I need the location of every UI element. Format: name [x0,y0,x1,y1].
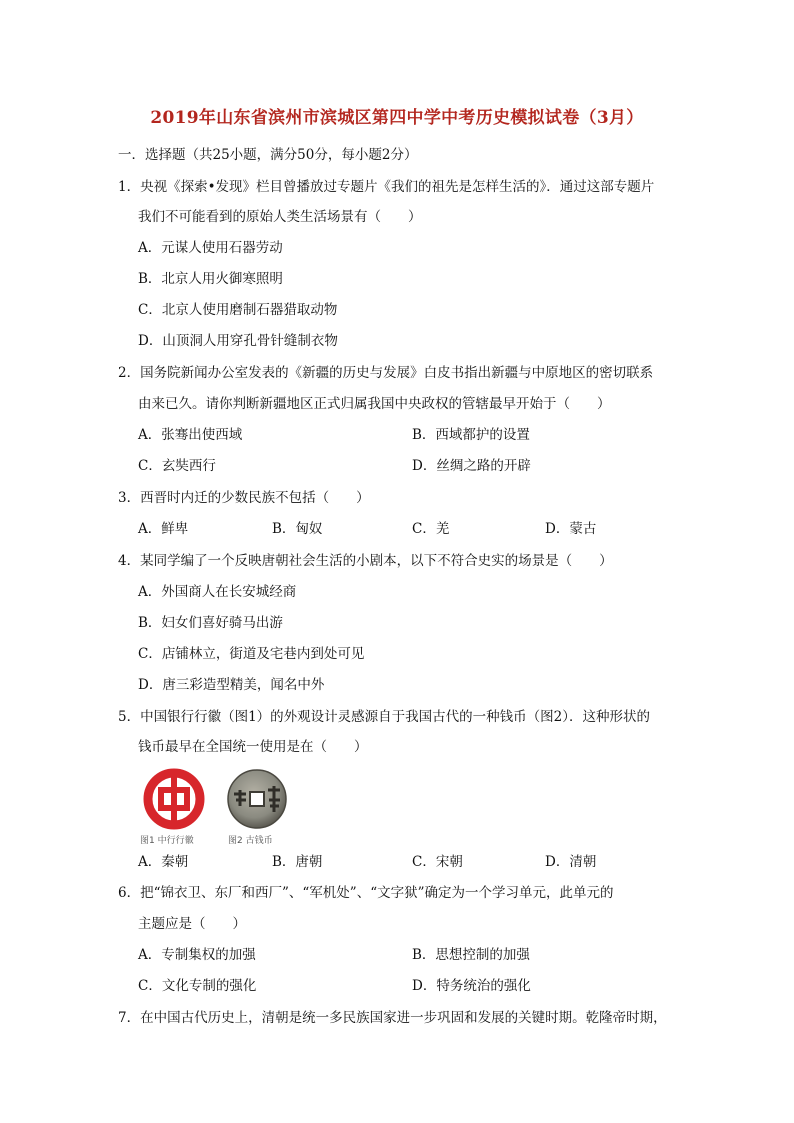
question-1-line-2: 我们不可能看到的原始人类生活场景有（ ） [138,209,422,225]
question-2-option-b: B．西域都护的设置 [412,427,530,443]
question-5-option-a: A．秦朝 [138,854,189,870]
question-6-option-d: D．特务统治的强化 [412,978,531,994]
question-3-option-b: B．匈奴 [272,521,323,537]
question-4-option-d: D．唐三彩造型精美，闻名中外 [138,677,325,693]
bank-of-china-logo-icon [142,767,206,831]
question-2-line-1: 2．国务院新闻办公室发表的《新疆的历史与发展》白皮书指出新疆与中原地区的密切联系 [118,365,654,381]
question-7-line-1: 7．在中国古代历史上，清朝是统一多民族国家进一步巩固和发展的关键时期。乾隆帝时期， [118,1010,667,1026]
question-4-option-c: C．店铺林立，街道及宅巷内到处可见 [138,646,365,662]
page-title: 2019年山东省滨州市滨城区第四中学中考历史模拟试卷（3月） [150,108,644,128]
question-4-line-1: 4．某同学编了一个反映唐朝社会生活的小剧本，以下不符合史实的场景是（ ） [118,553,613,569]
question-1-option-d: D．山顶洞人用穿孔骨针缝制衣物 [138,333,338,349]
question-6-option-a: A．专制集权的加强 [138,947,256,963]
question-3-option-d: D．蒙古 [545,521,597,537]
question-5-option-c: C．宋朝 [412,854,463,870]
question-1-option-b: B．北京人用火御寒照明 [138,271,283,287]
question-6-line-1: 6．把“锦衣卫、东厂和西厂”、“军机处”、“文字狱”确定为一个学习单元，此单元的 [118,885,614,901]
question-5-figure [138,765,308,847]
ancient-coin-icon [226,768,288,830]
question-4-option-a: A．外国商人在长安城经商 [138,584,297,600]
question-2-option-c: C．玄奘西行 [138,458,216,474]
question-1-option-c: C．北京人使用磨制石器猎取动物 [138,302,338,318]
question-4-option-b: B．妇女们喜好骑马出游 [138,615,283,631]
question-2-line-2: 由来已久。请你判断新疆地区正式归属我国中央政权的管辖最早开始于（ ） [138,396,611,412]
question-5-option-b: B．唐朝 [272,854,323,870]
section-heading: 一．选择题（共25小题，满分50分，每小题2分） [118,147,418,163]
question-3-option-a: A．鲜卑 [138,521,189,537]
question-5-option-d: D．清朝 [545,854,597,870]
question-5-line-2: 钱币最早在全国统一使用是在（ ） [138,739,368,755]
question-3-line-1: 3．西晋时内迁的少数民族不包括（ ） [118,490,370,506]
figure-2-caption: 图2 古钱币 [228,836,273,846]
question-6-line-2: 主题应是（ ） [138,916,246,932]
question-1-line-1: 1．央视《探索•发现》栏目曾播放过专题片《我们的祖先是怎样生活的》．通过这部专题片 [118,179,655,195]
question-2-option-a: A．张骞出使西域 [138,427,243,443]
question-3-option-c: C．羌 [412,521,450,537]
question-1-option-a: A．元谋人使用石器劳动 [138,240,283,256]
question-5-line-1: 5．中国银行行徽（图1）的外观设计灵感源自于我国古代的一种钱币（图2）．这种形状的 [118,709,651,725]
question-6-option-c: C．文化专制的强化 [138,978,257,994]
question-6-option-b: B．思想控制的加强 [412,947,530,963]
question-2-option-d: D．丝绸之路的开辟 [412,458,531,474]
figure-1-caption: 图1 中行行徽 [140,836,194,846]
